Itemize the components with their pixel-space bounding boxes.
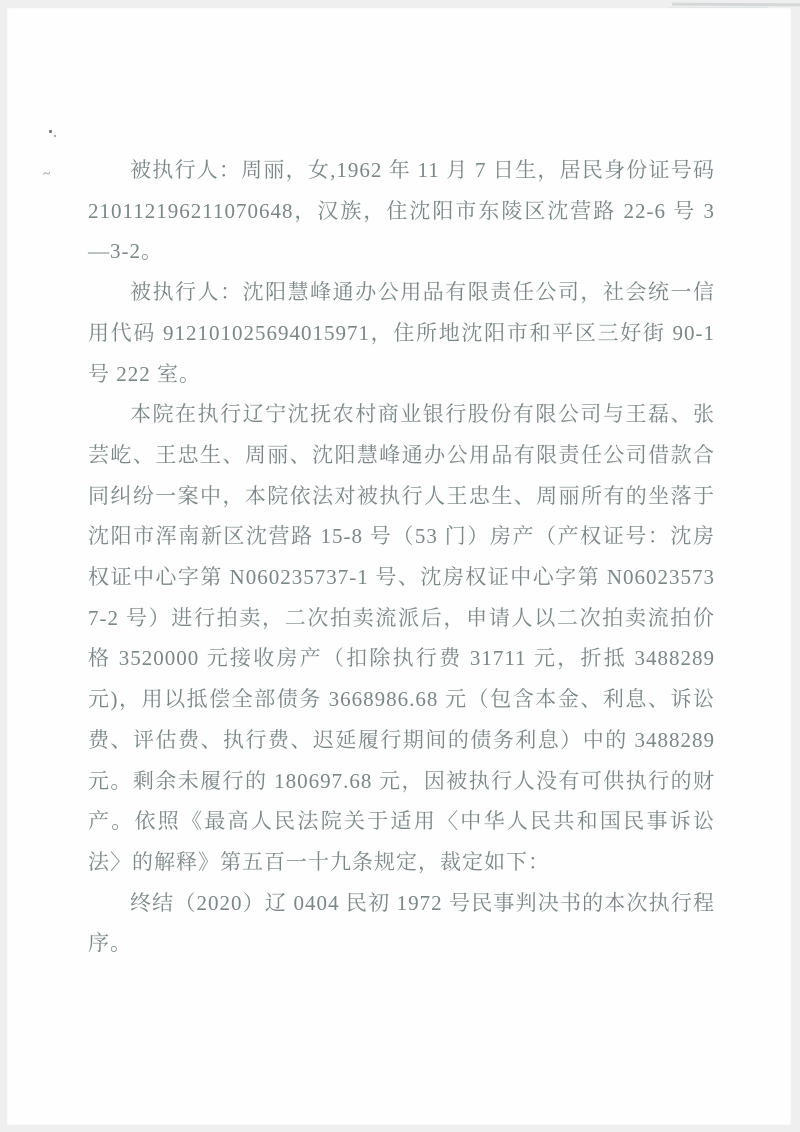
scan-edge-artifact [672, 3, 800, 6]
paragraph-respondent-company: 被执行人：沈阳慧峰通办公用品有限责任公司，社会统一信用代码 912101025694015971，住所地沈阳市和平区三好街 90-1 号 222 室。 [88, 280, 715, 386]
document-page [7, 8, 791, 1125]
pen-mark: ~ [42, 166, 52, 183]
paragraph-ruling-order: 终结（2020）辽 0404 民初 1972 号民事判决书的本次执行程序。 [88, 890, 715, 956]
paragraph-respondent-zhouli: 被执行人：周丽，女,1962 年 11 月 7 日生，居民身份证号码 210112196211070648，汉族，住沈阳市东陵区沈营路 22-6 号 3—3-2。 [88, 158, 715, 264]
paragraph-case-facts: 本院在执行辽宁沈抚农村商业银行股份有限公司与王磊、张芸屹、王忠生、周丽、沈阳慧峰通办公用品有限责任公司借款合同纠纷一案中，本院依法对被执行人王忠生、周丽所有的坐落于沈阳市浑南新区沈营路 15-8 号（53 门）房产（产权证号：沈房权证中心字第 N060235737-1 号、沈房权证中心字第 N060235737-2 号）进行拍卖，二次拍卖流派后，申请人以二次拍卖流拍价格 3520000 元接收房产（扣除执行费 31711 元，折抵 3488289 元)，用以抵偿全部债务 3668986.68 元（包含本金、利息、诉讼费、评估费、执行费、迟延履行期间的债务利息）中的 3488289 元。剩余未履行的 180697.68 元，因被执行人没有可供执行的财产。依照《最高人民法院关于适用〈中华人民共和国民事诉讼法〉的解释》第五百一十九条规定，裁定如下： [88, 402, 715, 874]
document-body [88, 150, 715, 964]
ink-speck [49, 130, 52, 133]
ink-speck [54, 135, 56, 137]
